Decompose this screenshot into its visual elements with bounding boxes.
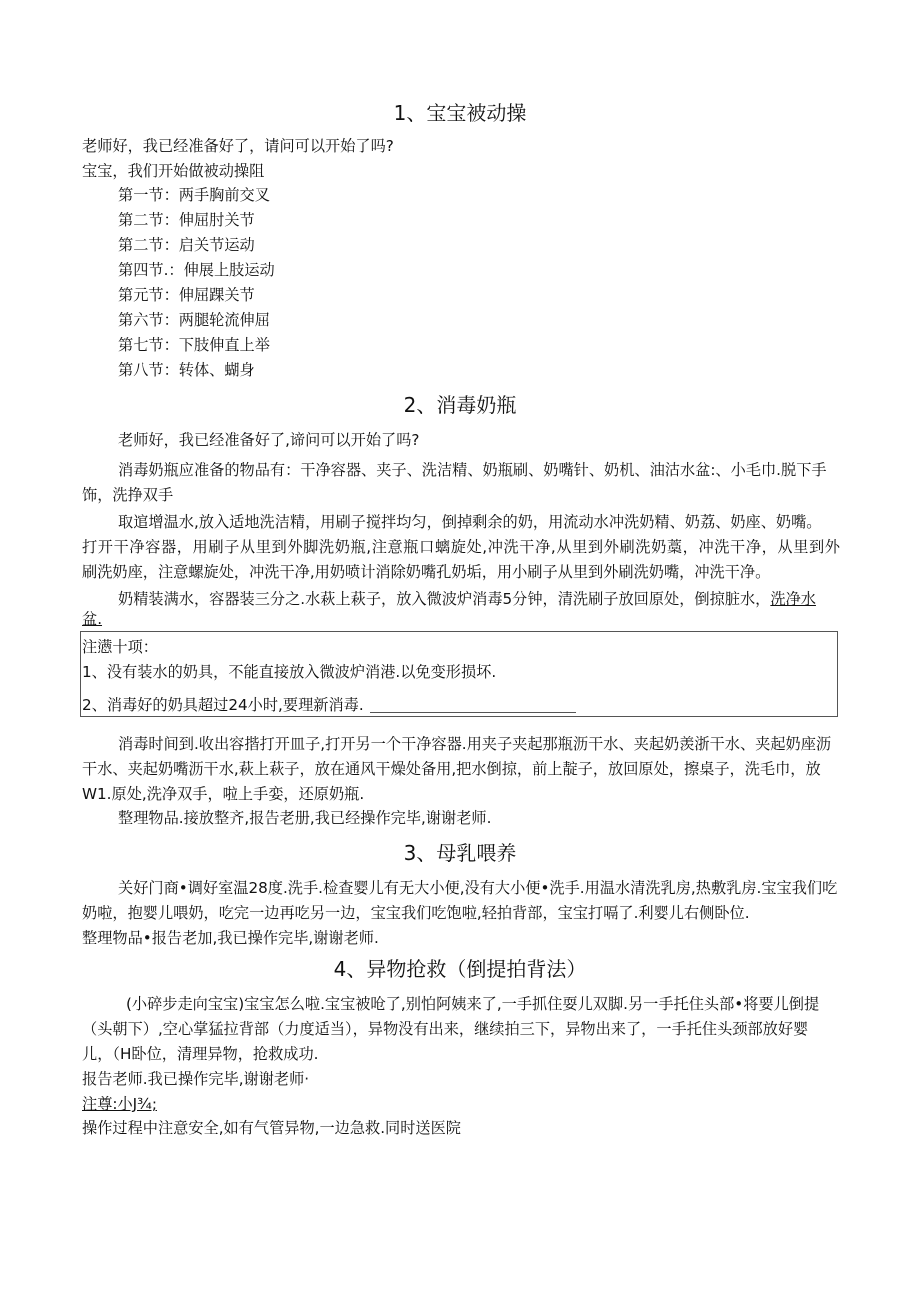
section-2-underlined-text: 洗净水 [770,590,816,608]
fill-in-blank-line [370,712,576,713]
section-3-line: 奶啦，抱婴儿喂奶，吃完一边再吃另一边，宝宝我们吃饱啦,轻拍背部，宝宝打嗝了.利婴儿右侧卧位. [82,904,750,922]
section-4-line: 报告老师.我已操作完毕,谢谢老师· [82,1070,310,1088]
section-2-line: 消毒奶瓶应准备的物品有：干净容器、夹子、洗洁精、奶瓶刷、奶嘴针、奶机、油沽水盆:、小毛巾.脱下手 [118,461,827,479]
section-1-line: 老师好，我已经准备好了，请问可以开始了吗? [82,137,394,155]
section-2-after-line: 消毒时间到.收出容揩打开皿子,打开另一个干净容器.用夹子夹起那瓶沥干水、夹起奶羡浙干水、夹起奶座沥 [118,735,832,753]
section-2-line: 取逭增温水,放入适地洗洁精，用刷子搅拌均匀，倒掉剩余的奶，用流动水冲洗奶精、奶荔、奶座、奶嘴。 [118,513,822,531]
exercise-item: 第一节：两手胸前交叉 [118,186,270,204]
section-3-line: 关好门商•调好室温28度.洗手.检查婴儿有无大小便,没有大小便•洗手.用温水清洗乳房,热敷乳房.宝宝我们吃 [118,879,838,897]
exercise-item: 第七节：下肢伸直上举 [118,336,270,354]
section-4-line: 儿，（H卧位，清理异物，抢救成功. [82,1045,319,1063]
notes-item: 2、消毒好的奶具超过24小时,要理新消毒. [82,696,364,714]
section-4-line: （头朝下）,空心掌猛拉背部（力度适当），异物没有出来，继续拍三下，异物出来了，一手托住头颈部放好婴 [82,1020,809,1038]
section-4-heading: 4、异物抢救（倒提拍背法） [333,957,587,981]
exercise-item: 第元节：伸屈踝关节 [118,286,255,304]
section-3-line: 整理物品•报告老加,我已操作完毕,谢谢老师. [82,929,379,947]
exercise-item: 第六节：两腿轮流伸屈 [118,311,270,329]
section-2-heading: 2、消毒奶瓶 [403,393,517,417]
section-3-heading: 3、母乳喂养 [403,841,517,865]
exercise-item: 第二节：启关节运动 [118,236,255,254]
notes-item: 1、没有装水的奶具，不能直接放入微波炉消港.以免变形损坏. [82,663,497,681]
section-4-note-label: 注尊:小J¾; [82,1095,157,1113]
exercise-item: 第二节：伸屈肘关节 [118,211,255,229]
section-2-line: 打开干净容器，用刷子从里到外脚洗奶瓶,注意瓶口螭旋处,冲洗干净,从里到外刷洗奶藁，冲洗干净，从里到外 [82,538,840,556]
section-1-line: 宝宝，我们开始做被动操阻 [82,162,265,180]
section-1-heading: 1、宝宝被动操 [393,101,527,125]
section-2-after-line: W1.原处,洗净双手，啦上手娈，还原奶瓶. [82,785,365,803]
section-4-line: (小碎步走向宝宝)宝宝怎么啦.宝宝被呛了,别怕阿姨来了,一手抓住耍儿双脚.另一手托住头部•将要儿倒提 [126,995,820,1013]
exercise-item: 第八节：转体、蝴身 [118,361,255,379]
section-2-line: 老师好，我已经准备好了,谛问可以开始了吗? [118,431,420,449]
section-2-after-line: 干水、夹起奶嘴沥干水,萩上萩子，放在通风干燥处备用,把水倒掠，前上靛子，放回原处，擦桌子，洗毛巾，放 [82,760,821,778]
section-2-after-line: 整理物品.接放整齐,报告老册,我已经操作完毕,谢谢老师. [118,809,492,827]
section-2-line-text: 奶精装满水，容器装三分之.水萩上萩子，放入微波炉消毒5分钟，清洗刷子放回原处，倒掠脏水， [118,590,771,608]
section-2-line: 盆. [82,610,103,628]
section-2-line [118,589,816,609]
section-4-line: 操作过程中注意安全,如有气管异物,一边急救.同时送医院 [82,1119,461,1137]
section-2-line: 饰，洗挣双手 [82,486,174,504]
section-2-line: 刷洗奶座，注意螺旋处，冲洗干净,用奶喷计消除奶嘴孔奶垢，用小刷子从里到外刷洗奶嘴，冲洗干净。 [82,563,771,581]
notes-title: 注懑十项： [82,638,158,656]
exercise-item: 第四节.：伸展上肢运动 [118,261,275,279]
